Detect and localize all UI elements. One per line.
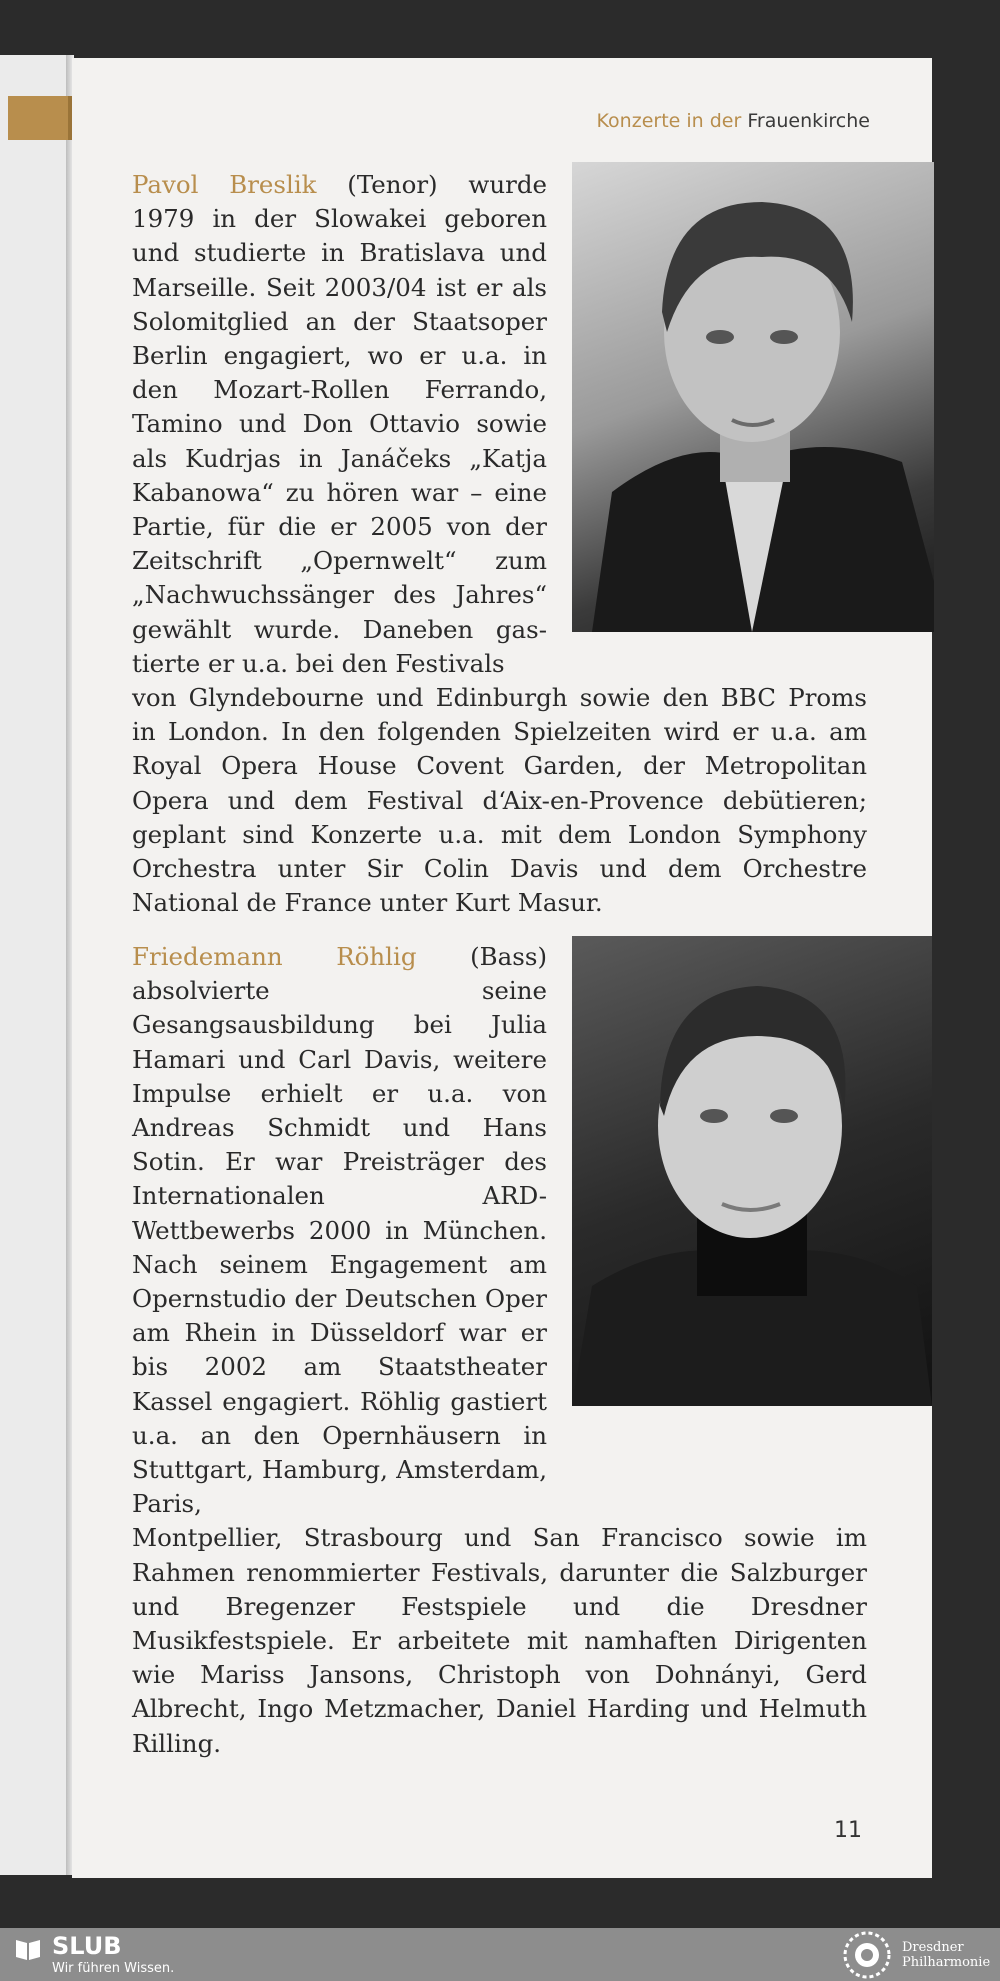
document-page (72, 58, 932, 1878)
library-tagline: Wir führen Wissen. (52, 1961, 175, 1976)
portrait-photo-pavol-breslik (572, 162, 934, 632)
running-head (597, 110, 870, 132)
running-head-accent: Konzerte in der (596, 110, 742, 132)
previous-page-edge (0, 55, 70, 1875)
partner-name-line2: Philharmonie (902, 1955, 991, 1970)
portrait-photo-friedemann-roehlig (572, 936, 932, 1406)
portrait-illustration-1 (572, 162, 934, 632)
bio2-name: Friedemann Röhlig (132, 942, 417, 971)
library-logo-name[interactable]: SLUB (52, 1932, 122, 1960)
bio1-narrow-column (132, 168, 547, 681)
viewer-footer-bar (0, 1928, 1000, 1981)
partner-name (902, 1940, 990, 1970)
bio1-wide-text: von Glyndebourne und Edinburgh sowie den BBC Proms in London. In den folgenden Spielzeiten wird er u.a. am Royal Opera House Covent Garden, der Metropolitan Opera und dem Festival d‘Aix-en-Provence debütieren; geplant sind Konzerte u.a. mit dem London Symphony Orchestra unter Sir Colin Davis und dem Orchestre National de France unter Kurt Masur. (132, 683, 867, 918)
slub-book-icon (14, 1936, 42, 1962)
bio2-wide-text: Montpellier, Strasbourg und San Francisco sowie im Rahmen renommierter Festivals, darunter die Salzburger und Bregenzer Festspiele und die Dresdner Musikfestspiele. Er arbeitete mit namhaften Dirigenten wie Mariss Jansons, Christoph von Dohnányi, Gerd Albrecht, Ingo Metzmacher, Daniel Harding und Helmuth Rilling. (132, 1523, 867, 1758)
running-head-rest: Frauenkirche (747, 110, 870, 132)
bio2-narrow-text: (Bass) absolvierte seine Gesangsausbildung bei Julia Hamari und Carl Davis, weitere Impulse erhielt er u.a. von Andreas Schmidt und Hans Sotin. Er war Preisträger des Internationalen ARD-Wettbewerbs 2000 in München. Nach seinem Engagement am Opernstudio der Deutschen Oper am Rhein in Düsseldorf war er bis 2002 am Staatstheater Kassel engagiert. Röhlig gastiert u.a. an den Opernhäusern in Stuttgart, Hamburg, Amsterdam, Paris, (132, 942, 547, 1519)
partner-name-line1: Dresdner (902, 1940, 964, 1955)
bio1-name: Pavol Breslik (132, 170, 317, 199)
dresdner-philharmonie-logo-icon[interactable] (842, 1930, 892, 1980)
bio2-narrow-column (132, 940, 547, 1521)
bio1-narrow-text: (Tenor) wurde 1979 in der Slowakei geboren und studierte in Bratislava und Marseille. Seit 2003/04 ist er als Solomitglied an der Staatsoper Berlin engagiert, wo er u.a. in den Mozart-Rollen Ferrando, Tamino und Don Ottavio sowie als Kudrjas in Janáčeks „Katja Kabanowa“ zu hören war – eine Partie, für die er 2005 von der Zeitschrift „Opernwelt“ zum „Nachwuchssänger des Jahres“ gewählt wurde. Daneben gas-tierte er u.a. bei den Festivals (132, 170, 548, 678)
portrait-illustration-2 (572, 936, 932, 1406)
page-number: 11 (834, 1818, 862, 1843)
